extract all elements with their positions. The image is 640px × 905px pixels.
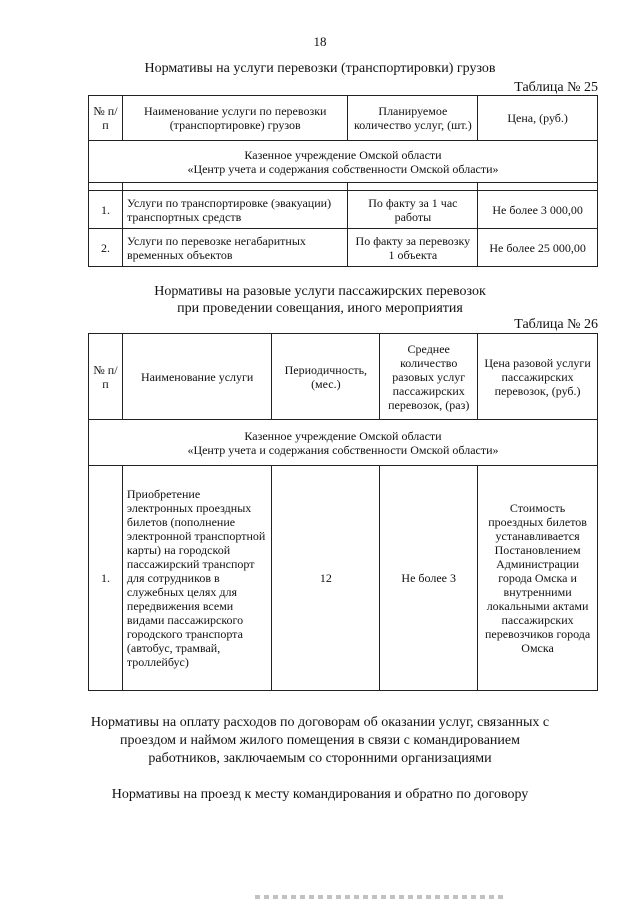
section-4-title: Нормативы на проезд к месту командирования и обратно по договору: [111, 787, 529, 802]
header-periodicity: Периодичность, (мес.): [272, 334, 380, 420]
cell-number: 2.: [89, 229, 123, 267]
cell-price: Стоимость проездных билетов устанавливается Постановлением Администрации города Омска и внутренними локальными актами пассажирских перевозчиков города Омска: [478, 466, 598, 691]
cell-service-name: Услуги по транспортировке (эвакуации) транспортных средств: [122, 191, 348, 229]
header-service-name: Наименование услуги: [122, 334, 272, 420]
table-26: [88, 333, 598, 691]
header-quantity: Планируемое количество услуг, (шт.): [348, 96, 478, 141]
header-price: Цена разовой услуги пассажирских перевозок, (руб.): [478, 334, 598, 420]
table-row: [89, 229, 598, 267]
table-row: [89, 466, 598, 691]
footer-mark: [255, 895, 505, 899]
header-number: № п/п: [89, 334, 123, 420]
page-number: 18: [313, 34, 327, 49]
cell-service-name: Приобретение электронных проездных билетов (пополнение электронной транспортной карты) на городской пассажирский транспорт для сотрудников в служебных целях для передвижения всеми видами пассажирского городского транспорта (автобус, трамвай, троллейбус): [122, 466, 272, 691]
institution-line: Казенное учреждение Омской области: [244, 428, 442, 443]
institution-row: [89, 141, 598, 183]
table-26-title-line-1: Нормативы на разовые услуги пассажирских перевозок: [154, 284, 486, 299]
institution-row: [89, 420, 598, 466]
institution-line: «Центр учета и содержания собственности Омской области»: [187, 161, 499, 176]
table-26-number: Таблица № 26: [514, 317, 598, 332]
table-26-title-line-2: при проведении совещания, иного мероприятия: [177, 301, 463, 316]
cell-number: 1.: [89, 466, 123, 691]
header-price: Цена, (руб.): [478, 96, 598, 141]
cell-quantity: По факту за перевозку 1 объекта: [348, 229, 478, 267]
institution-line: «Центр учета и содержания собственности Омской области»: [187, 442, 499, 457]
cell-service-name: Услуги по перевозке негабаритных временных объектов: [122, 229, 348, 267]
table-25: [88, 95, 598, 267]
header-number: № п/п: [89, 96, 123, 141]
section-3-title-line-3: работников, заключаемым со сторонними организациями: [148, 751, 492, 766]
table-row: [89, 191, 598, 229]
header-service-name: Наименование услуги по перевозки (транспортировке) грузов: [122, 96, 348, 141]
institution-line: Казенное учреждение Омской области: [244, 147, 442, 162]
cell-number: 1.: [89, 191, 123, 229]
section-3-title-line-2: проездом и наймом жилого помещения в связи с командированием: [120, 733, 520, 748]
header-average-count: Среднее количество разовых услуг пассажирских перевозок, (раз): [380, 334, 478, 420]
cell-quantity: По факту за 1 час работы: [348, 191, 478, 229]
cell-price: Не более 25 000,00: [478, 229, 598, 267]
table-25-number: Таблица № 25: [514, 80, 598, 95]
table-25-title: Нормативы на услуги перевозки (транспортировки) грузов: [144, 61, 496, 76]
cell-price: Не более 3 000,00: [478, 191, 598, 229]
section-3-title-line-1: Нормативы на оплату расходов по договорам об оказании услуг, связанных с: [90, 715, 550, 730]
cell-periodicity: 12: [272, 466, 380, 691]
cell-average-count: Не более 3: [380, 466, 478, 691]
